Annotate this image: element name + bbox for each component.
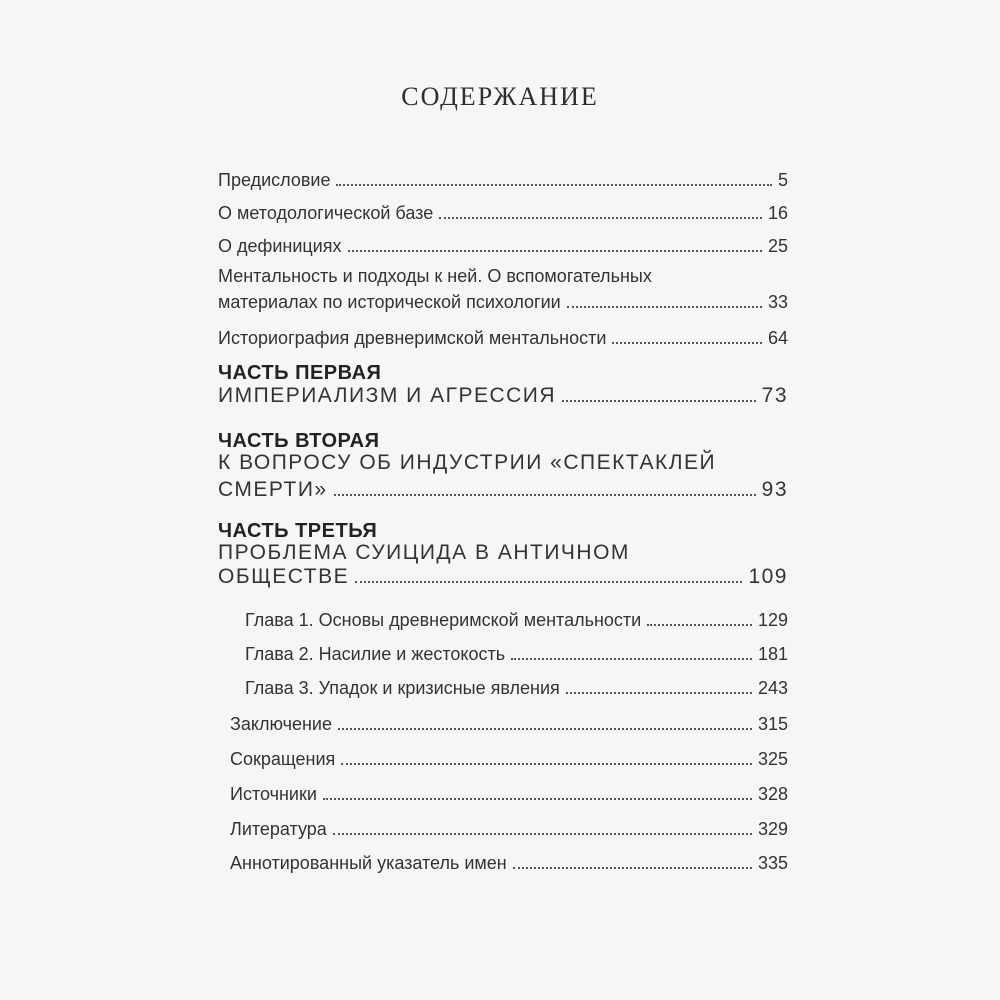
toc-entry-conclusion[interactable] [230,714,788,735]
toc-entry-page: 315 [757,714,788,734]
toc-entry-page: 16 [767,203,788,223]
toc-entry-page: 129 [757,610,788,630]
toc-entry-title: Глава 1. Основы древнеримской ментальности [245,610,642,630]
toc-entry-title: Сокращения [230,749,336,769]
leader-dots [647,624,752,626]
leader-dots [567,306,762,308]
leader-dots [334,494,756,496]
toc-entry-title: Предисловие [218,170,331,190]
part-two-title-line1: К ВОПРОСУ ОБ ИНДУСТРИИ «СПЕКТАКЛЕЙ [218,451,717,474]
toc-entry-mentality-line1: Ментальность и подходы к ней. О вспомогательных [218,266,652,286]
toc-entry-chapter-3[interactable] [245,678,788,699]
toc-entry-part-three[interactable] [218,565,788,589]
toc-entry-title: Аннотированный указатель имен [230,853,507,873]
toc-entry-page: 64 [767,328,788,348]
toc-entry-page: 335 [757,853,788,873]
part-two-label: ЧАСТЬ ВТОРАЯ [218,430,380,452]
toc-entry-title: Глава 2. Насилие и жестокость [245,644,506,664]
toc-entry-mentality[interactable] [218,292,788,313]
toc-entry-title: Источники [230,784,317,804]
toc-entry-page: 329 [757,819,788,839]
toc-heading: СОДЕРЖАНИЕ [401,82,599,111]
toc-entry-page: 25 [767,236,788,256]
leader-dots [439,217,762,219]
toc-entry-title: ИМПЕРИАЛИЗМ И АГРЕССИЯ [218,384,557,407]
toc-entry-methodology[interactable] [218,203,788,224]
leader-dots [566,692,752,694]
leader-dots [562,400,756,402]
toc-entry-title: Заключение [230,714,332,734]
toc-entry-title: О методологической базе [218,203,434,223]
toc-entry-page: 93 [761,478,788,501]
toc-entry-page: 328 [757,784,788,804]
toc-entry-abbreviations[interactable] [230,749,788,770]
leader-dots [513,867,752,869]
toc-entry-title: Глава 3. Упадок и кризисные явления [245,678,560,698]
toc-entry-page: 73 [761,384,788,407]
leader-dots [348,250,762,252]
toc-entry-page: 5 [777,170,788,190]
leader-dots [355,581,742,583]
toc-entry-title: О дефинициях [218,236,342,256]
part-one-label: ЧАСТЬ ПЕРВАЯ [218,362,382,384]
toc-entry-preface[interactable] [218,170,788,191]
leader-dots [333,833,752,835]
leader-dots [336,184,772,186]
toc-entry-title: Литература [230,819,327,839]
toc-entry-title: ОБЩЕСТВЕ [218,565,350,588]
toc-entry-chapter-2[interactable] [245,644,788,665]
leader-dots [612,342,762,344]
part-three-label: ЧАСТЬ ТРЕТЬЯ [218,520,378,542]
toc-entry-part-two[interactable] [218,478,788,502]
toc-entry-page: 243 [757,678,788,698]
toc-entry-name-index[interactable] [230,853,788,874]
leader-dots [511,658,752,660]
toc-entry-page: 109 [748,565,788,588]
leader-dots [338,728,752,730]
toc-entry-title: материалах по исторической психологии [218,292,561,312]
toc-entry-literature[interactable] [230,819,788,840]
toc-entry-chapter-1[interactable] [245,610,788,631]
leader-dots [323,798,752,800]
toc-entry-page: 181 [757,644,788,664]
toc-entry-title: СМЕРТИ» [218,478,328,501]
toc-entry-page: 325 [757,749,788,769]
leader-dots [341,763,752,765]
toc-entry-page: 33 [767,292,788,312]
toc-entry-historiography[interactable] [218,328,788,349]
toc-entry-definitions[interactable] [218,236,788,257]
toc-entry-part-one[interactable] [218,384,788,408]
toc-entry-sources[interactable] [230,784,788,805]
part-three-title-line1: ПРОБЛЕМА СУИЦИДА В АНТИЧНОМ [218,541,630,564]
toc-entry-title: Историография древнеримской ментальности [218,328,607,348]
